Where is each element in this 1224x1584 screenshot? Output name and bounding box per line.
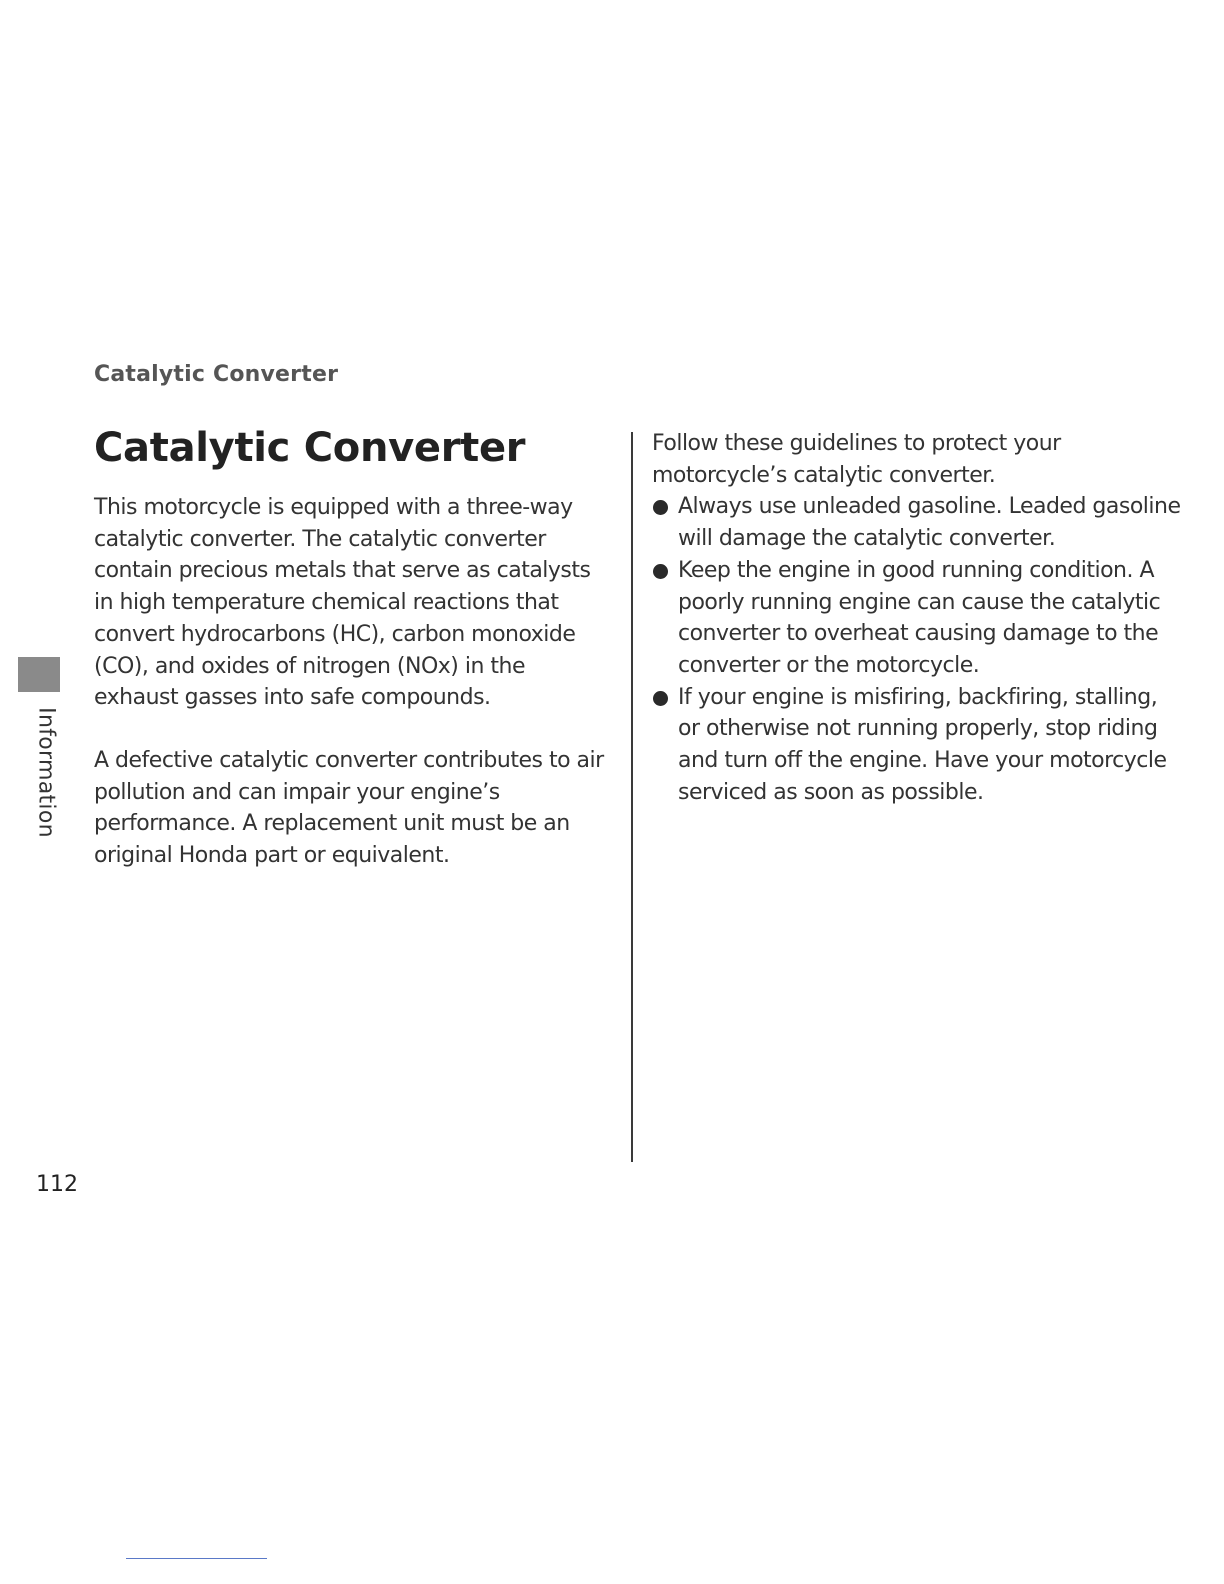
bullet-icon (653, 500, 668, 515)
list-item-text: If your engine is misfiring, backfiring, stalling, or otherwise not running properly, stop riding and turn off the engine. Have your motorcycle serviced as soon as possible. (678, 684, 1167, 805)
page-number: 112 (36, 1172, 78, 1197)
bullet-icon (653, 691, 668, 706)
section-tab-marker (18, 657, 60, 692)
right-column (652, 428, 1182, 808)
body-paragraph: This motorcycle is equipped with a three-way catalytic converter. The catalytic converter contain precious metals that serve as catalysts in high temperature chemical reactions that convert hydrocarbons (HC), carbon monoxide (CO), and oxides of nitrogen (NOx) in the exhaust gasses into safe compounds. (94, 495, 591, 711)
list-item (652, 555, 1182, 682)
list-item (652, 491, 1182, 554)
column-divider (631, 432, 633, 1162)
left-column (94, 422, 614, 872)
list-item-text: Always use unleaded gasoline. Leaded gasoline will damage the catalytic converter. (678, 494, 1181, 552)
bottom-rule (126, 1558, 267, 1559)
section-tab-label: Information (33, 707, 59, 838)
guidelines-list (652, 491, 1182, 808)
body-paragraph: A defective catalytic converter contributes to air pollution and can impair your engine’s performance. A replacement unit must be an original Honda part or equivalent. (94, 747, 604, 869)
guidelines-intro: Follow these guidelines to protect your motorcycle’s catalytic converter. (652, 431, 1061, 488)
list-item (652, 682, 1182, 809)
bullet-icon (653, 564, 668, 579)
running-header: Catalytic Converter (94, 362, 339, 387)
page-title: Catalytic Converter (94, 425, 526, 471)
list-item-text: Keep the engine in good running condition. A poorly running engine can cause the catalytic converter to overheat causing damage to the converter or the motorcycle. (678, 557, 1161, 678)
